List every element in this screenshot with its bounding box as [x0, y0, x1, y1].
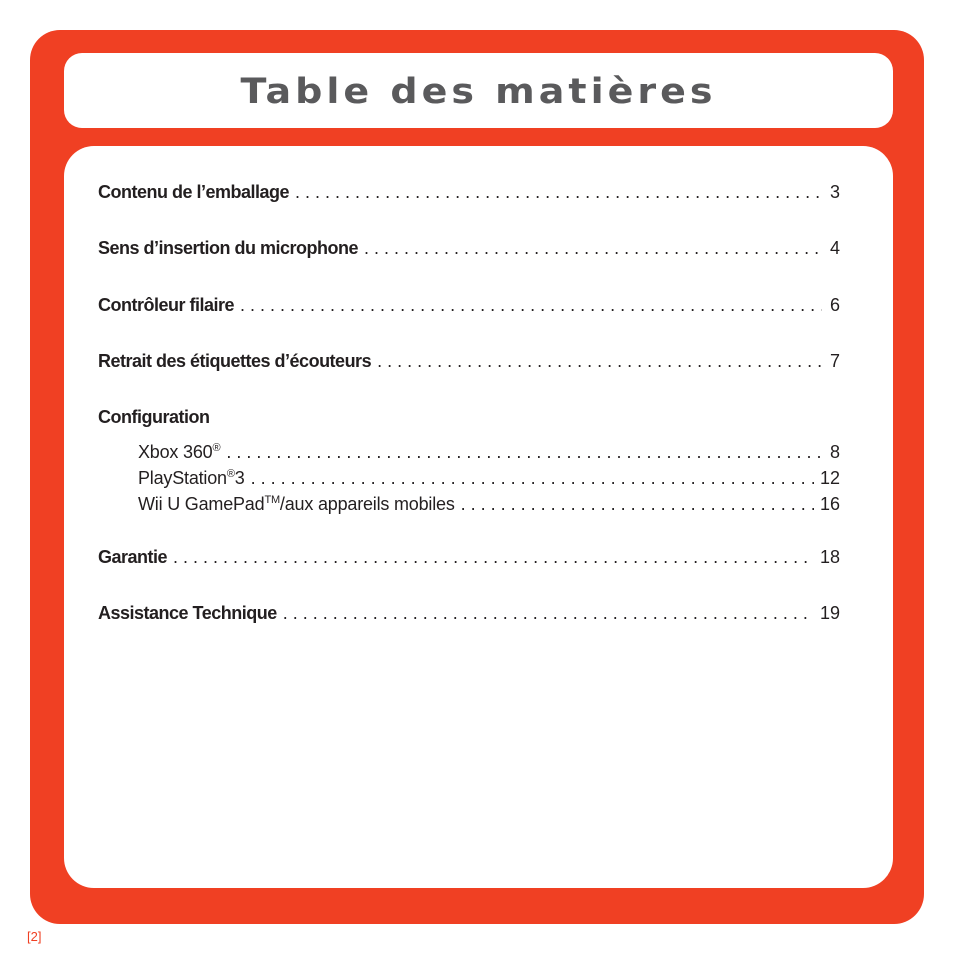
toc-entry-label: Sens d’insertion du microphone — [98, 238, 359, 258]
toc-subentry-xbox[interactable] — [138, 442, 840, 466]
toc-subentry-page: 8 — [829, 442, 840, 462]
toc-entry-microphone[interactable] — [98, 238, 840, 262]
toc-entry-page: 4 — [829, 238, 840, 258]
toc-entry-labels[interactable] — [98, 351, 840, 375]
toc-subentry-label: PlayStation®3 — [138, 468, 245, 488]
page-title: Table des matières — [240, 70, 717, 111]
page-number: [2] — [27, 929, 42, 944]
toc-entry-page: 6 — [829, 295, 840, 315]
toc-entry-controller[interactable] — [98, 295, 840, 319]
toc-entry-page: 19 — [819, 603, 840, 623]
toc-entry-warranty[interactable] — [98, 547, 840, 571]
toc-subentry-page: 16 — [819, 494, 840, 514]
trademark-mark: ® — [212, 442, 221, 454]
toc-entry-label: Contenu de l’emballage — [98, 182, 290, 202]
dot-leader — [251, 468, 814, 489]
toc-subentry-page: 12 — [819, 468, 840, 488]
dot-leader — [364, 238, 822, 259]
dot-leader — [226, 442, 822, 463]
toc-entry-contents[interactable] — [98, 182, 840, 206]
toc-entry-label: Assistance Technique — [98, 603, 277, 623]
toc-entry-page: 7 — [829, 351, 840, 371]
toc-entry-page: 18 — [819, 547, 840, 567]
toc-entry-label: Garantie — [98, 547, 168, 567]
dot-leader — [377, 351, 822, 372]
dot-leader — [283, 603, 814, 624]
dot-leader — [461, 494, 814, 515]
dot-leader — [295, 182, 822, 203]
title-panel — [64, 53, 893, 128]
dot-leader — [173, 547, 814, 568]
trademark-mark: ® — [226, 468, 235, 480]
trademark-mark: TM — [264, 494, 280, 506]
toc-subentry-wii-u[interactable] — [138, 494, 840, 518]
toc-subentry-label: Wii U GamePad™/aux appareils mobiles — [138, 494, 455, 514]
toc-entry-label: Contrôleur filaire — [98, 295, 235, 315]
dot-leader — [240, 295, 822, 316]
toc-subentry-label: Xbox 360® — [138, 442, 221, 462]
toc-entry-label: Retrait des étiquettes d’écouteurs — [98, 351, 372, 371]
toc-section-configuration[interactable]: Configuration — [98, 407, 210, 427]
toc-entry-support[interactable] — [98, 603, 840, 627]
toc-entry-page: 3 — [829, 182, 840, 202]
toc-subentry-playstation[interactable] — [138, 468, 840, 492]
